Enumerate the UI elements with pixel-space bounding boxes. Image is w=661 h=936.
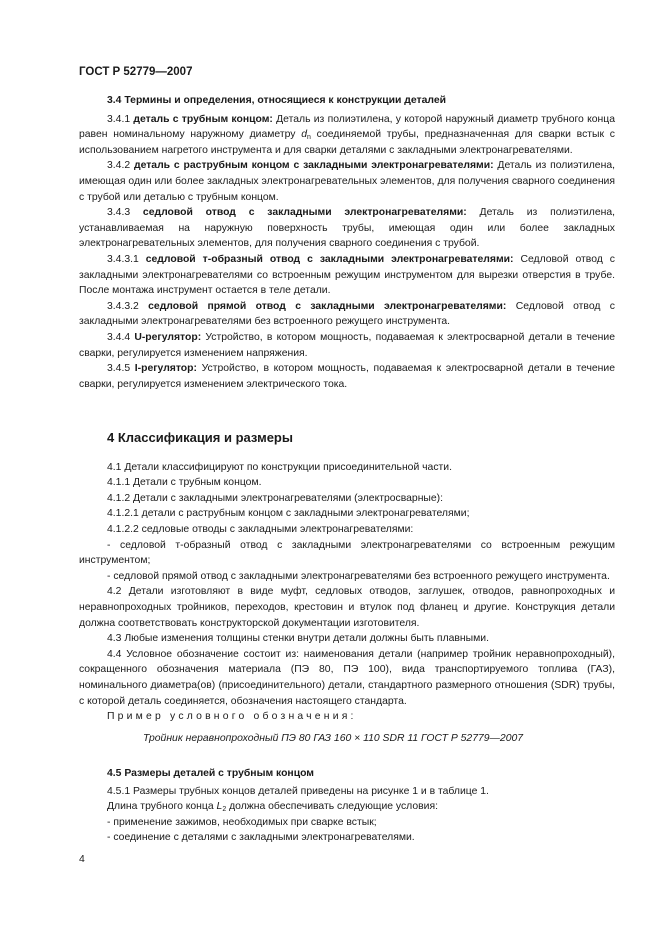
section-4 bbox=[79, 430, 615, 746]
term-name: I-регулятор: bbox=[134, 363, 197, 375]
term-name: деталь с трубным концом: bbox=[133, 113, 273, 125]
term-3-4-1: 3.4.1 деталь с трубным концом: Деталь из полиэтилена, у которой наружный диаметр трубного конца равен номинальному наружному диаметру $d_n$ соединяемой трубы, предназначенная для сварки встык с использованием нагретого инструмента и для сварки деталями с закладными электронагревателями. bbox=[79, 113, 616, 156]
para-4-1-2-2: 4.1.2.2 седловые отводы с закладными электронагревателями: bbox=[107, 523, 414, 535]
term-3-4-3-1: 3.4.3.1 седловой т-образный отвод с закладными электронагревателями: Седловой отвод с закладными электронагревателями со встроенным режущим инструментом для вырезки отверстия в трубе. После монтажа инструмент остается в теле детали. bbox=[79, 253, 615, 297]
term-name: седловой т-образный отвод с закладными электронагревателями: bbox=[145, 253, 514, 265]
para-4-2: 4.2 Детали изготовляют в виде муфт, седловых отводов, заглушек, отводов, равнопроходных и неравнопроходных тройников, переходов, крестовин и втулок под фланец и другие. Конструкция детали должна соответствовать конструкторской документации изготовителя. bbox=[79, 586, 615, 629]
term-name: седловой прямой отвод с закладными электронагревателями: bbox=[148, 300, 507, 312]
para-4-1: 4.1 Детали классифицируют по конструкции присоединительной части. bbox=[107, 461, 452, 473]
para-4-1-2-1: 4.1.2.1 детали с раструбным концом с закладными электронагревателями; bbox=[107, 508, 470, 520]
section-4-title: 4 Классификация и размеры bbox=[107, 430, 293, 445]
para-4-1-2: 4.1.2 Детали с закладными электронагревателями (электросварные): bbox=[107, 492, 444, 504]
term-3-4-3-2: 3.4.3.2 седловой прямой отвод с закладными электронагревателями: Седловой отвод с закладными электронагревателями без встроенного режущего инструмента. bbox=[79, 300, 615, 328]
list-item: - седловой т-образный отвод с закладными электронагревателями со встроенным режущим инструментом; bbox=[79, 539, 615, 567]
section-4-5-title: 4.5 Размеры деталей с трубным концом bbox=[107, 768, 314, 779]
term-name: деталь с раструбным концом с закладными электронагревателями: bbox=[133, 160, 494, 172]
section-4-5 bbox=[79, 766, 615, 846]
list-item: - седловой прямой отвод с закладными электронагревателями без встроенного режущего инструмента. bbox=[107, 570, 610, 582]
term-3-4-5: 3.4.5 I-регулятор: Устройство, в котором мощность, подаваемая к электросварной детали в течение сварки, регулируется изменением электрического тока. bbox=[79, 363, 615, 390]
section-3-4-title: 3.4 Термины и определения, относящиеся к конструкции деталей bbox=[107, 95, 447, 106]
symbol-l: L bbox=[216, 801, 223, 813]
example-label: Пример условного обозначения: bbox=[107, 711, 357, 723]
para-4-1-1: 4.1.1 Детали с трубным концом. bbox=[107, 477, 262, 489]
term-3-4-2: 3.4.2 деталь с раструбным концом с закладными электронагревателями: Деталь из полиэтилена, имеющая один или более закладных электронагревательных элементов, для получения сварного соединения с трубой или деталью с трубным концом. bbox=[79, 160, 615, 203]
term-3-4-3: 3.4.3 седловой отвод с закладными электронагревателями: Деталь из полиэтилена, устанавливаемая на наружную поверхность трубы, имеющая один или более закладных электронагревательных элементов, для получения сварного соединения с трубой. bbox=[79, 207, 615, 250]
symbol-d: d bbox=[301, 129, 307, 141]
term-3-4-4: 3.4.4 U-регулятор: Устройство, в котором мощность, подаваемая к электросварной детали в течение сварки, регулируется изменением напряжения. bbox=[79, 331, 615, 359]
example-designation: Тройник неравнопроходный ПЭ 80 ГАЗ 160 × 110 SDR 11 ГОСТ Р 52779—2007 bbox=[143, 732, 524, 744]
para-4-4: 4.4 Условное обозначение состоит из: наименования детали (например тройник неравнопроходный), сокращенного обозначения материала (ПЭ 80, ПЭ 100), вида транспортируемого топлива (ГАЗ), номинального диаметра(ов) (присоединительного) детали, стандартного размерного отношения (SDR) трубы, с которой деталь соединяется, обозначения настоящего стандарта. bbox=[79, 648, 615, 707]
para-4-5-1: 4.5.1 Размеры трубных концов деталей приведены на рисунке 1 и в таблице 1. bbox=[107, 785, 489, 797]
section-3-4 bbox=[79, 93, 615, 392]
term-name: U-регулятор: bbox=[134, 331, 202, 343]
term-name: седловой отвод с закладными электронагревателями: bbox=[142, 207, 467, 219]
list-item: - применение зажимов, необходимых при сварке встык; bbox=[107, 816, 377, 828]
list-item: - соединение с деталями с закладными электронагревателями. bbox=[107, 832, 415, 844]
para-4-3: 4.3 Любые изменения толщины стенки внутри детали должны быть плавными. bbox=[107, 633, 489, 645]
page-number: 4 bbox=[79, 854, 85, 865]
standard-header: ГОСТ Р 52779—2007 bbox=[79, 66, 193, 78]
para-length: Длина трубного конца $L_2$ должна обеспечивать следующие условия: bbox=[107, 801, 438, 814]
